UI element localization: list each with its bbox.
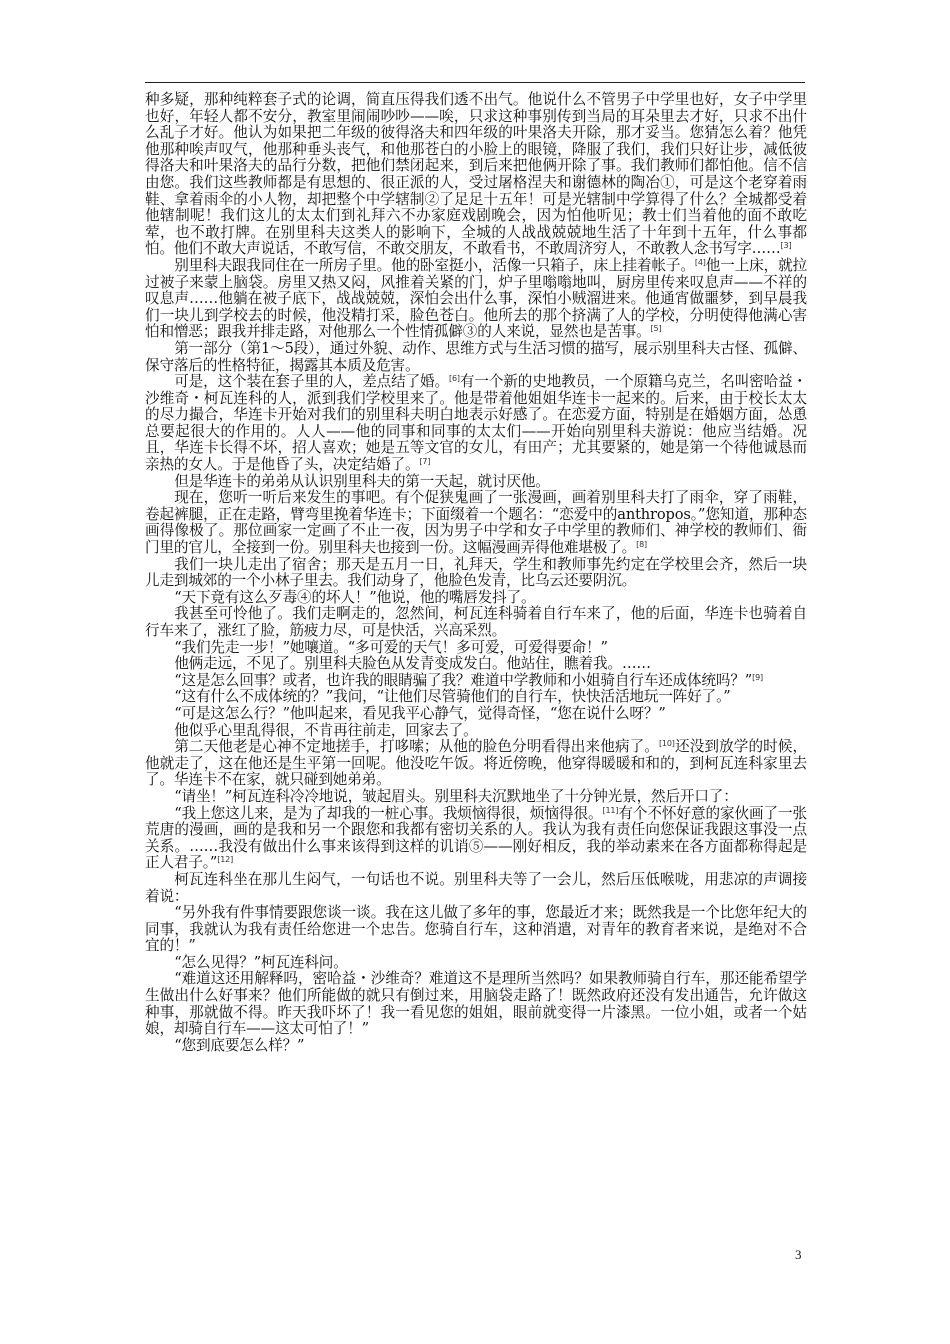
footnote-mark: [5] bbox=[650, 324, 662, 334]
footnote-mark: [4] bbox=[694, 257, 706, 267]
header-rule bbox=[145, 82, 805, 83]
paragraph-7: 我们一块儿走出了宿舍；那天是五月一日，礼拜天，学生和教师事先约定在学校里会齐，然后一块儿走到城郊的一个小林子里去。我们动身了，他脸色发青，比乌云还要阴沉。 bbox=[145, 555, 807, 590]
paragraph-4: 可是，这个装在套子里的人，差点结了婚。[6]有一个新的史地教员，一个原籍乌克兰，名叫密哈益・沙维奇・柯瓦连科的人，派到我们学校里来了。他是带着他姐姐华连卡一起来的。后来，由于校长太太的尽力撮合，华连卡开始对我们的别里科夫明白地表示好感了。在恋爱方面，特别是在婚姻方面，怂恿总要起很大的作用的。人人——他的同事和同事的太太们——开始向别里科夫游说：他应当结婚。况且，华连卡长得不坏，招人喜欢；她是五等文官的女儿，有田产；尤其要紧的，她是第一个待他诚恳而亲热的女人。于是他昏了头，决定结婚了。[7] bbox=[145, 373, 808, 474]
paragraph-21: “怎么见得？”柯瓦连科问。 bbox=[174, 953, 348, 971]
footnote-mark: [7] bbox=[419, 457, 431, 467]
paragraph-1: 种多疑，那种纯粹套子式的论调，简直压得我们透不出气。他说什么不管男子中学里也好，女子中学里也好，年轻人都不安分，教室里闹闹吵吵——唉，只求这种事别传到当局的耳朵里去才好，只求不出什么乱子才好。他认为如果把二年级的彼得洛夫和四年级的叶果洛夫开除，那才妥当。您猜怎么着？他凭他那种唉声叹气，他那种垂头丧气，和他那苍白的小脸上的眼镜，降服了我们，我们只好让步，减低彼得洛夫和叶果洛夫的品行分数，把他们禁闭起来，到后来把他俩开除了事。我们教师们都怕他。信不信由您。我们这些教师都是有思想的、很正派的人，受过屠格涅夫和谢德林的陶冶①，可是这个老穿着雨鞋、拿着雨伞的小人物，却把整个中学辖制②了足足十五年！可是光辖制中学算得了什么？全城都受着他辖制呢！我们这儿的太太们到礼拜六不办家庭戏剧晚会，因为怕他听见；教士们当着他的面不敢吃荤，也不敢打牌。在别里科夫这类人的影响下，全城的人战战兢兢地生活了十年到十五年，什么事都怕。他们不敢大声说话，不敢写信，不敢交朋友，不敢看书，不敢周济穷人，不敢教人念书写字……[3] bbox=[145, 91, 807, 258]
paragraph-18: “我上您这儿来，是为了却我的一桩心事。我烦恼得很，烦恼得很。[11]有个不怀好意的家伙画了一张荒唐的漫画，画的是我和另一个跟您和我都有密切关系的人。我认为我有责任向您保证我跟这事没一点关系。……我没有做出什么事来该得到这样的讥诮⑤——刚好相反，我的举动素来在各方面都称得起是正人君子。”[12] bbox=[145, 804, 807, 872]
footnote-mark: [9] bbox=[752, 672, 764, 682]
paragraph-16: 第二天他老是心神不定地搓手，打哆嗦；从他的脸色分明看得出来他病了。[10]还没到放学的时候，他就走了，这在他还是生平第一回呢。他没吃午饭。将近傍晚，他穿得暖暖和和的，到柯瓦连科家里去了。华连卡不在家，就只碰到她弟弟。 bbox=[145, 738, 807, 789]
page-body bbox=[145, 92, 807, 1054]
paragraph-19: 柯瓦连科坐在那儿生闷气，一句话也不说。别里科夫等了一会儿，然后压低喉咙，用悲凉的声调接着说： bbox=[145, 870, 807, 905]
paragraph-13: “这有什么不成体统的？”我问，“让他们尽管骑他们的自行车，快快活活地玩一阵好了。” bbox=[174, 688, 731, 706]
paragraph-14: “可是这怎么行？”他叫起来，看见我平心静气，觉得奇怪，“您在说什么呀？” bbox=[174, 704, 666, 722]
paragraph-3: 第一部分（第1～5段），通过外貌、动作、思维方式与生活习惯的描写，展示别里科夫古怪、孤僻、保守落后的性格特征，揭露其本质及危害。 bbox=[145, 339, 807, 374]
paragraph-2: 别里科夫跟我同住在一所房子里。他的卧室挺小，活像一只箱子，床上挂着帐子。[4]他一上床，就拉过被子来蒙上脑袋。房里又热又闷，风推着关紧的门，炉子里嗡嗡地叫，厨房里传来叹息声——不祥的叹息声……他躺在被子底下，战战兢兢，深怕会出什么事，深怕小贼溜进来。他通宵做噩梦，到早晨我们一块儿到学校去的时候，他没精打采，脸色苍白。他所去的那个挤满了人的学校，分明使得他满心害怕和憎恶；跟我并排走路，对他那么一个性情孤僻③的人来说，显然也是苦事。[5] bbox=[145, 256, 807, 341]
paragraph-22: “难道这还用解释吗，密哈益・沙维奇？难道这不是理所当然吗？如果教师骑自行车，那还能希望学生做出什么好事来？他们所能做的就只有倒过来，用脑袋走路了！既然政府还没有发出通告，允许做这种事，那就做不得。昨天我吓坏了！我一看见您的姐姐，眼前就变得一片漆黑。一位小姐，或者一个姑娘，却骑自行车——这太可怕了！” bbox=[145, 970, 807, 1038]
page-number: 3 bbox=[795, 1247, 802, 1262]
paragraph-12: “这是怎么回事？或者，也许我的眼睛骗了我？难道中学教师和小姐骑自行车还成体统吗？”[9] bbox=[174, 671, 764, 689]
footnote-mark: [3] bbox=[780, 241, 792, 251]
paragraph-20: “另外我有件事情要跟您谈一谈。我在这儿做了多年的事，您最近才来；既然我是一个比您年纪大的同事，我就认为我有责任给您进一个忠告。您骑自行车，这种消遣，对青年的教育者来说，是绝对不合宜的！” bbox=[145, 904, 807, 955]
paragraph-9: 我甚至可怜他了。我们走啊走的，忽然间，柯瓦连科骑着自行车来了，他的后面，华连卡也骑着自行车来了，涨红了脸，筋疲力尽，可是快活，兴高采烈。 bbox=[145, 605, 807, 639]
paragraph-23: “您到底要怎么样？” bbox=[174, 1036, 305, 1054]
footnote-mark: [12] bbox=[217, 855, 234, 865]
paragraph-17: “请坐！”柯瓦连科冷冷地说，皱起眉头。别里科夫沉默地坐了十分钟光景，然后开口了： bbox=[174, 787, 738, 805]
footnote-mark: [8] bbox=[636, 540, 647, 550]
footnote-mark: [6] bbox=[449, 374, 460, 384]
paragraph-11: 他俩走远，不见了。别里科夫脸色从发青变成发白。他站住，瞧着我。…… bbox=[174, 655, 651, 673]
paragraph-5: 但是华连卡的弟弟从认识别里科夫的第一天起，就讨厌他。 bbox=[174, 472, 550, 490]
paragraph-6: 现在，您听一听后来发生的事吧。有个促狭鬼画了一张漫画，画着别里科夫打了雨伞，穿了雨鞋，卷起裤腿，正在走路，臂弯里挽着华连卡；下面缀着一个题名：“恋爱中的anthropos。”您知道，那种态画得像极了。那位画家一定画了不止一夜，因为男子中学和女子中学里的教师们、神学校的教师们、衙门里的官儿，全接到一份。别里科夫也接到一份。这幅漫画弄得他难堪极了。[8] bbox=[145, 489, 807, 557]
paragraph-10: “我们先走一步！”她嚷道。“多可爱的天气！多可爱，可爱得要命！” bbox=[174, 638, 608, 656]
paragraph-15: 他似乎心里乱得很，不肯再往前走，回家去了。 bbox=[174, 721, 478, 739]
footnote-mark: [11] bbox=[602, 805, 619, 815]
footnote-mark: [10] bbox=[658, 739, 675, 749]
paragraph-8: “天下竟有这么歹毒④的坏人！”他说，他的嘴唇发抖了。 bbox=[174, 588, 536, 606]
